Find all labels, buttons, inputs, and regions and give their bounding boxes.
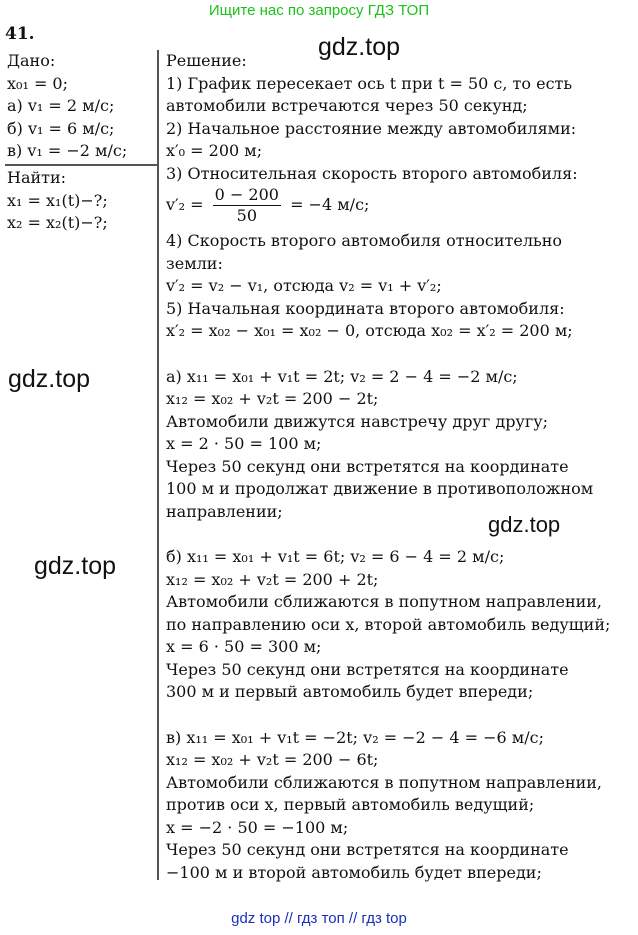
formula-numerator: 0 − 200: [214, 185, 279, 204]
formula-fraction: [213, 185, 281, 226]
solution-line: 1) График пересекает ось t при t = 50 с, то есть: [166, 73, 573, 93]
case-b-line: 300 м и первый автомобиль будет впереди;: [166, 682, 534, 701]
case-c-line: в) x₁₁ = x₀₁ + v₁t = −2t; v₂ = −2 − 4 = −6 м/с;: [166, 727, 544, 747]
find-line: x₂ = x₂(t)−?;: [7, 213, 108, 232]
problem-number: 41.: [5, 24, 35, 44]
case-a-line: а) x₁₁ = x₀₁ + v₁t = 2t; v₂ = 2 − 4 = −2 м/с;: [166, 366, 518, 386]
case-a-line: 100 м и продолжат движение в противоположном: [166, 479, 594, 498]
given-find-divider: [5, 164, 157, 166]
given-block: [7, 50, 155, 163]
solution-title: Решение:: [166, 51, 247, 70]
solution-line: земли:: [166, 253, 223, 273]
case-c-line: −100 м и второй автомобиль будет впереди;: [166, 862, 542, 882]
given-line: x₀₁ = 0;: [7, 73, 68, 93]
watermark: gdz.top: [8, 365, 91, 393]
case-c-line: против оси x, первый автомобиль ведущий;: [166, 795, 535, 814]
find-line: x₁ = x₁(t)−?;: [7, 190, 108, 210]
case-c-line: x = −2 · 50 = −100 м;: [166, 817, 349, 837]
case-b-line: Автомобили сближаются в попутном направлении,: [166, 592, 603, 611]
solution-line: x′₂ = x₀₂ − x₀₁ = x₀₂ − 0, отсюда x₀₂ = x′₂ = 200 м;: [166, 321, 573, 340]
case-a-line: Через 50 секунд они встретятся на координате: [166, 456, 569, 476]
find-block: [7, 167, 155, 235]
case-c-line: Автомобили сближаются в попутном направлении,: [166, 772, 603, 792]
solution-line: x′₀ = 200 м;: [166, 141, 263, 160]
formula-denominator: 50: [236, 206, 257, 225]
column-divider: [157, 50, 159, 880]
case-a-line: x₁₂ = x₀₂ + v₂t = 200 − 2t;: [166, 389, 379, 408]
solution-line: 3) Относительная скорость второго автомобиля:: [166, 163, 578, 183]
formula-suffix: = −4 м/с;: [290, 195, 370, 214]
case-a-line: x = 2 · 50 = 100 м;: [166, 434, 322, 453]
case-a-line: Автомобили движутся навстречу друг другу;: [166, 411, 549, 431]
watermark: gdz.top: [318, 33, 401, 61]
case-b-line: по направлению оси x, второй автомобиль ведущий;: [166, 614, 611, 634]
solution-line: 4) Скорость второго автомобиля относительно: [166, 231, 562, 250]
case-b-line: б) x₁₁ = x₀₁ + v₁t = 6t; v₂ = 6 − 4 = 2 м/с;: [166, 547, 505, 566]
given-line: а) v₁ = 2 м/с;: [7, 96, 115, 115]
given-line: б) v₁ = 6 м/с;: [7, 118, 115, 138]
case-c-line: Через 50 секунд они встретятся на координате: [166, 840, 569, 859]
footer-links: gdz top // гдз топ // гдз top: [231, 910, 407, 927]
formula-prefix: v′₂ =: [166, 195, 204, 214]
find-title: Найти:: [7, 168, 67, 187]
given-line: в) v₁ = −2 м/с;: [7, 141, 128, 160]
solution-block: [166, 50, 636, 884]
case-b-line: x = 6 · 50 = 300 м;: [166, 637, 322, 656]
relative-speed-formula: [166, 185, 636, 230]
solution-line: автомобили встречаются через 50 секунд;: [166, 96, 528, 115]
case-b-line: Через 50 секунд они встретятся на координате: [166, 659, 569, 679]
case-a-line: направлении;: [166, 501, 283, 521]
given-title: Дано:: [7, 51, 56, 70]
solution-line: 2) Начальное расстояние между автомобилями:: [166, 118, 577, 138]
watermark: gdz.top: [34, 552, 117, 580]
solution-line: 5) Начальная координата второго автомобиля:: [166, 298, 565, 318]
top-banner: Ищите нас по запросу ГДЗ ТОП: [208, 2, 430, 19]
case-c-line: x₁₂ = x₀₂ + v₂t = 200 − 6t;: [166, 750, 379, 769]
solution-line: v′₂ = v₂ − v₁, отсюда v₂ = v₁ + v′₂;: [166, 276, 442, 295]
watermark: gdz.top: [488, 512, 561, 537]
case-b-line: x₁₂ = x₀₂ + v₂t = 200 + 2t;: [166, 569, 379, 589]
